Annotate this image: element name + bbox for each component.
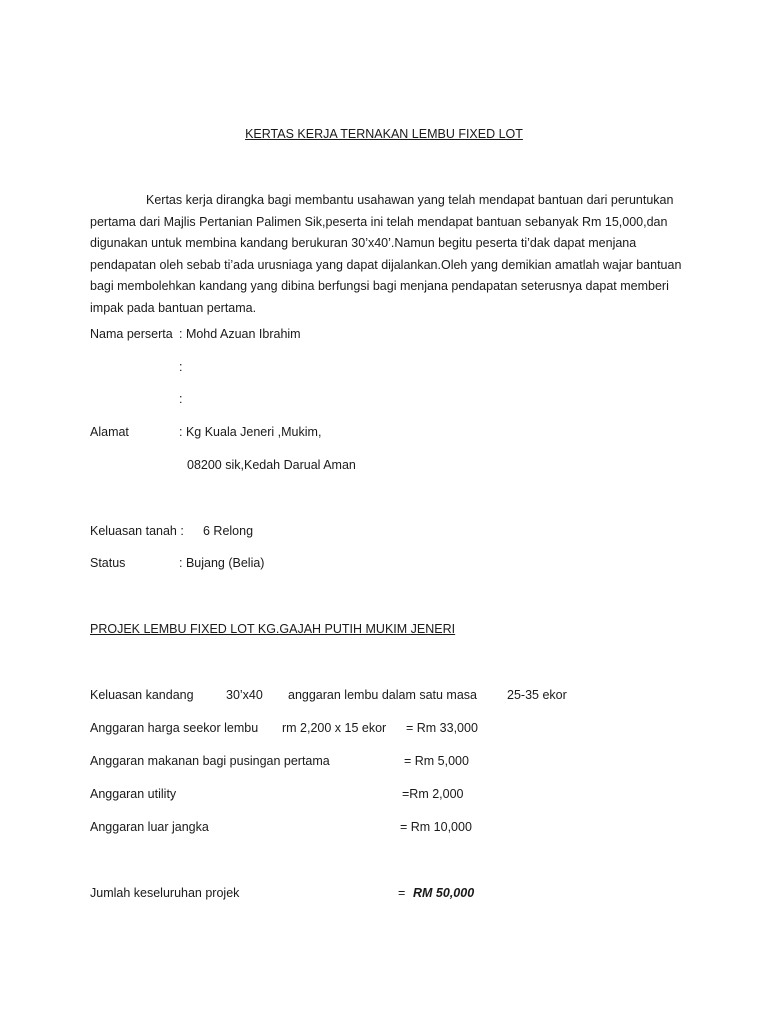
name-label: Nama perserta [90, 327, 173, 341]
row5-value: = Rm 10,000 [400, 820, 472, 834]
total-label: Jumlah keseluruhan projek [90, 886, 240, 900]
row2-calc: rm 2,200 x 15 ekor [282, 721, 387, 735]
row1-label: Keluasan kandang [90, 688, 194, 702]
land-label: Keluasan tanah : [90, 524, 184, 538]
row4-label: Anggaran utility [90, 787, 177, 801]
row5-label: Anggaran luar jangka [90, 820, 209, 834]
status-label: Status [90, 556, 126, 570]
row3-value: = Rm 5,000 [404, 754, 469, 768]
status-value: : Bujang (Belia) [179, 556, 265, 570]
total-equals: = [398, 886, 406, 900]
address-label: Alamat [90, 425, 129, 439]
row2-value: = Rm 33,000 [406, 721, 478, 735]
blank-line-2: : [179, 392, 183, 406]
row1-count: 25-35 ekor [507, 688, 567, 702]
address-line-2: 08200 sik,Kedah Darual Aman [187, 458, 356, 472]
row1-size: 30’x40 [226, 688, 263, 702]
address-line-1: : Kg Kuala Jeneri ,Mukim, [179, 425, 322, 439]
document-title: KERTAS KERJA TERNAKAN LEMBU FIXED LOT [245, 127, 523, 141]
row4-value: =Rm 2,000 [402, 787, 464, 801]
intro-paragraph [90, 190, 690, 320]
row3-label: Anggaran makanan bagi pusingan pertama [90, 754, 330, 768]
intro-text: Kertas kerja dirangka bagi membantu usahawan yang telah mendapat bantuan dari peruntukan pertama dari Majlis Pertanian Palimen Sik,peserta ini telah mendapat bantuan sebanyak Rm 15,000,dan digunakan untuk membina kandang berukuran 30’x40’.Namun begitu peserta ti’dak dapat menjana pendapatan oleh sebab ti’ada urusniaga yang dapat dijalankan.Oleh yang demikian amatlah wajar bantuan bagi membolehkan kandang yang dibina berfungsi bagi menjana pendapatan seterusnya dapat memberi impak pada bantuan pertama. [90, 193, 682, 315]
project-heading: PROJEK LEMBU FIXED LOT KG.GAJAH PUTIH MUKIM JENERI [90, 622, 456, 636]
land-value: 6 Relong [203, 524, 254, 538]
row2-label: Anggaran harga seekor lembu [90, 721, 259, 735]
row1-desc: anggaran lembu dalam satu masa [288, 688, 478, 702]
name-value: : Mohd Azuan Ibrahim [179, 327, 301, 341]
total-value: RM 50,000 [413, 886, 475, 900]
blank-line-1: : [179, 360, 183, 374]
